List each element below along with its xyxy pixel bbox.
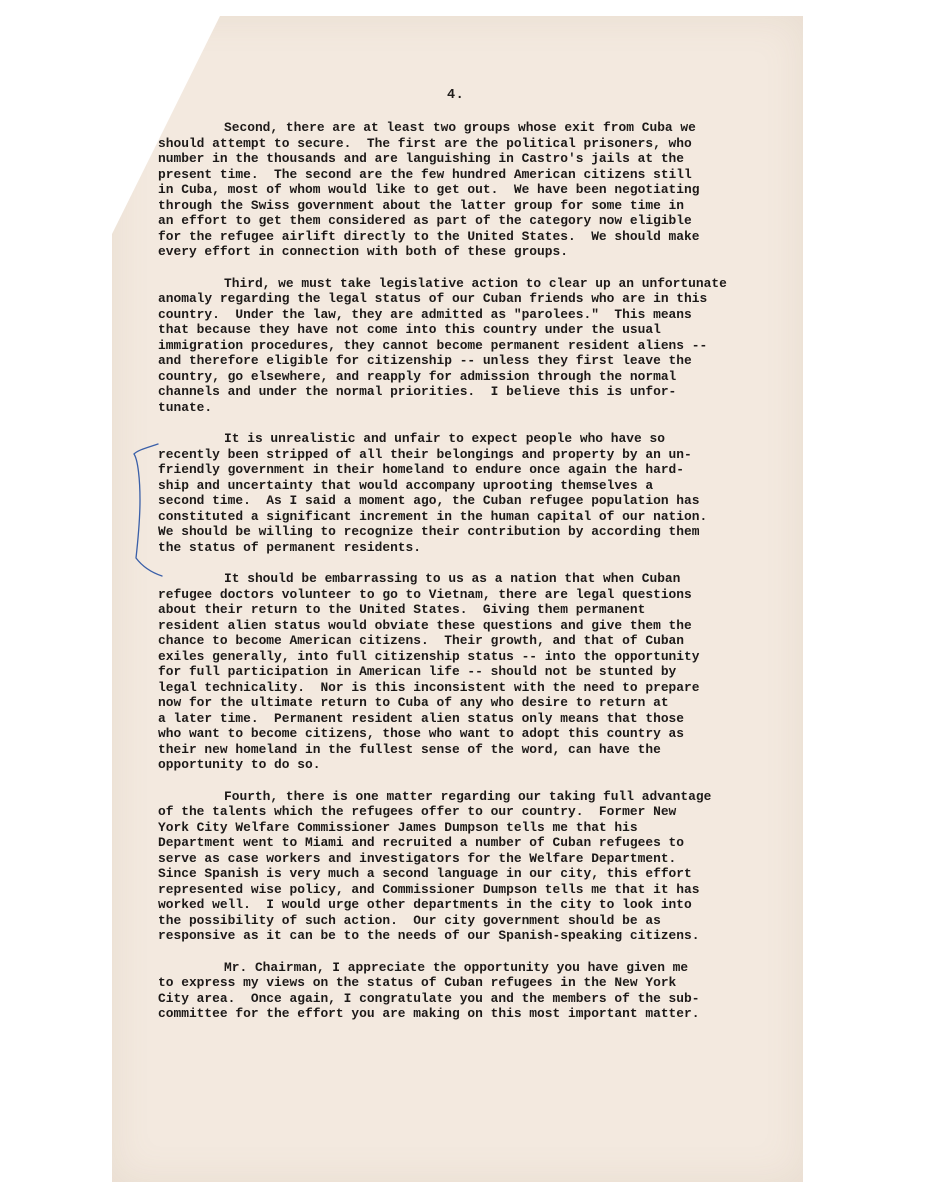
paragraph-unrealistic: It is unrealistic and unfair to expect people who have so recently been stripped of all their belongings and property by an un- friendly government in their homeland to endure once again the hard- ship and uncertainty that would accompany uprooting themselves a second time. As I said a moment ago, the Cuban refugee population has constituted a significant increment in the human capital of our nation. We should be willing to recognize their contribution by according them the status of permanent residents.	[158, 431, 708, 555]
paragraph-third: Third, we must take legislative action to clear up an unfortunate anomaly regarding the legal status of our Cuban friends who are in this country. Under the law, they are admitted as "parolees." This means that because they have not come into this country under the usual immigration procedures, they cannot become permanent resident aliens -- and therefore eligible for citizenship -- unless they first leave the country, go elsewhere, and reapply for admission through the normal channels and under the normal priorities. I believe this is unfor- tunate.	[158, 275, 727, 415]
page-number: 4.	[447, 88, 465, 103]
letter-body	[158, 120, 758, 1038]
paragraph-closing: Mr. Chairman, I appreciate the opportunity you have given me to express my views on the status of Cuban refugees in the New York City area. Once again, I congratulate you and the members of the sub- committee for the effort you are making on this most important matter.	[158, 959, 700, 1021]
paragraph-second: Second, there are at least two groups whose exit from Cuba we should attempt to secure. The first are the political prisoners, who number in the thousands and are languishing in Castro's jails at the present time. The second are the few hundred American citizens still in Cuba, most of whom would like to get out. We have been negotiating through the Swiss government about the latter group for some time in an effort to get them considered as part of the category now eligible for the refugee airlift directly to the United States. We should make every effort in connection with both of these groups.	[158, 120, 700, 259]
paragraph-fourth: Fourth, there is one matter regarding our taking full advantage of the talents which the refugees offer to our country. Former New York City Welfare Commissioner James Dumpson tells me that his Department went to Miami and recruited a number of Cuban refugees to serve as case workers and investigators for the Welfare Department. Since Spanish is very much a second language in our city, this effort represented wise policy, and Commissioner Dumpson tells me that it has worked well. I would urge other departments in the city to look into the possibility of such action. Our city government should be as responsive as it can be to the needs of our Spanish-speaking citizens.	[158, 788, 712, 943]
paragraph-embarrassing: It should be embarrassing to us as a nation that when Cuban refugee doctors volunteer to go to Vietnam, there are legal questions about their return to the United States. Giving them permanent resident alien status would obviate these questions and give them the chance to become American citizens. Their growth, and that of Cuban exiles generally, into full citizenship status -- into the opportunity for full participation in American life -- should not be stunted by legal technicality. Nor is this inconsistent with the need to prepare now for the ultimate return to Cuba of any who desire to return at a later time. Permanent resident alien status only means that those who want to become citizens, those who want to adopt this country as their new homeland in the fullest sense of the word, can have the opportunity to do so.	[158, 571, 700, 772]
